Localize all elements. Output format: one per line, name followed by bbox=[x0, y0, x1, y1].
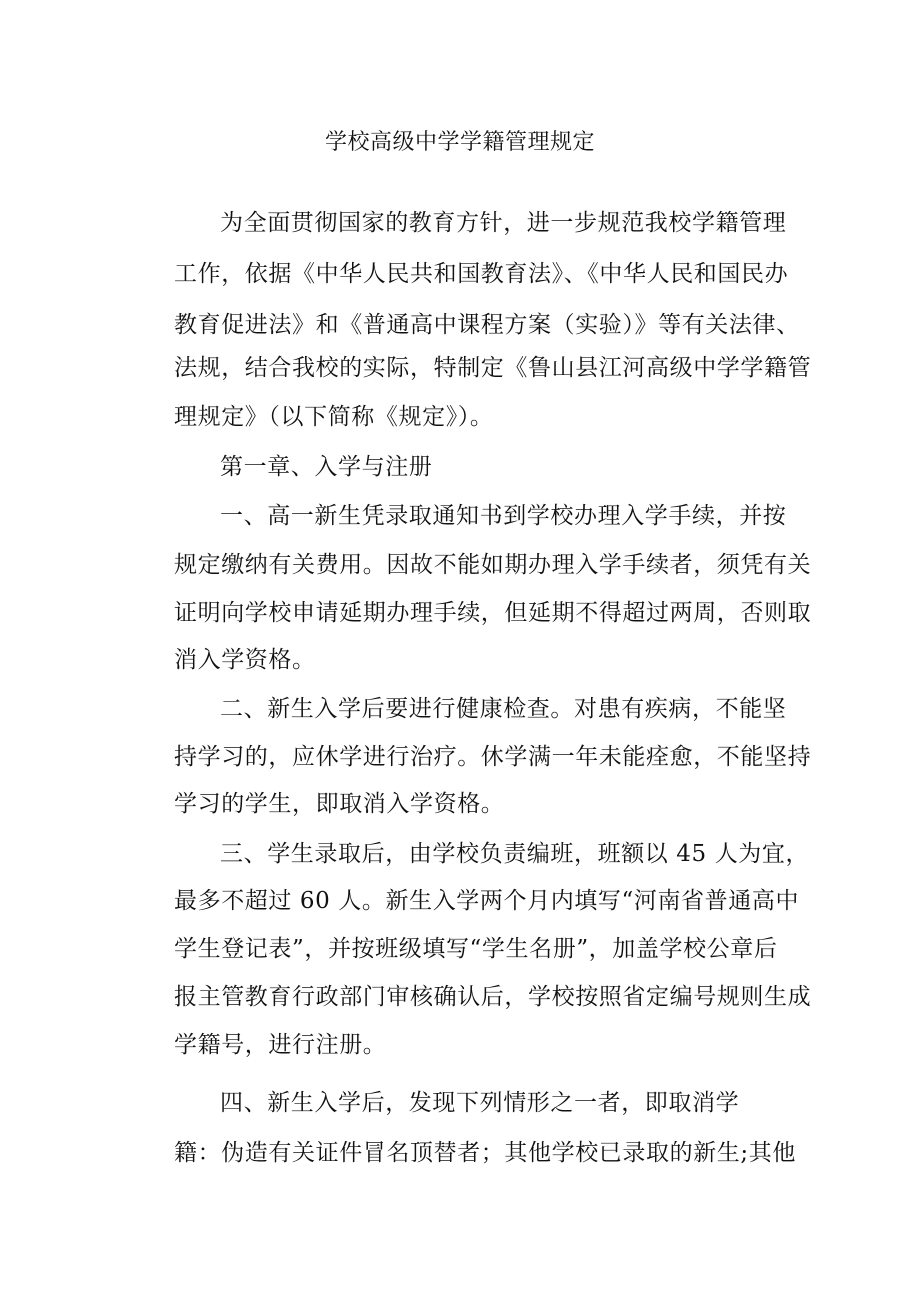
text-line: 报主管教育行政部门审核确认后，学校按照省定编号规则生成 bbox=[174, 984, 812, 1010]
text-line: 消入学资格。 bbox=[174, 647, 316, 673]
text-line: 教育促进法》和《普通高中课程方案（实验）》等有关法律、 bbox=[174, 312, 800, 338]
text-line: 学籍号，进行注册。 bbox=[174, 1032, 387, 1058]
text-line: 一、高一新生凭录取通知书到学校办理入学手续，并按 bbox=[220, 503, 787, 529]
text-line: 理规定》（以下简称《规定》）。 bbox=[174, 404, 494, 430]
text-line: 工作，依据《中华人民共和国教育法》、《中华人民和国民办 bbox=[174, 261, 789, 287]
text-line: 三、学生录取后，由学校负责编班，班额以 45 人为宜， bbox=[220, 841, 810, 867]
text-line: 规定缴纳有关费用。因故不能如期办理入学手续者，须凭有关 bbox=[174, 552, 812, 578]
text-line: 籍：伪造有关证件冒名顶替者；其他学校已录取的新生;其他 bbox=[174, 1140, 796, 1166]
document-title: 学校高级中学学籍管理规定 bbox=[324, 130, 595, 155]
text-line: 最多不超过 60 人。新生入学两个月内填写“河南省普通高中 bbox=[174, 888, 800, 914]
text-line: 为全面贯彻国家的教育方针，进一步规范我校学籍管理 bbox=[220, 210, 787, 236]
text-line: 学习的学生，即取消入学资格。 bbox=[174, 791, 505, 817]
text-line: 四、新生入学后，发现下列情形之一者，即取消学 bbox=[220, 1090, 740, 1116]
text-line: 二、新生入学后要进行健康检查。对患有疾病，不能坚 bbox=[220, 696, 787, 722]
text-line: 证明向学校申请延期办理手续，但延期不得超过两周，否则取 bbox=[174, 600, 812, 626]
text-line: 学生登记表”，并按班级填写“学生名册”，加盖学校公章后 bbox=[174, 936, 778, 962]
text-line: 法规，结合我校的实际，特制定《鲁山县江河高级中学学籍管 bbox=[174, 355, 812, 381]
text-line: 持学习的，应休学进行治疗。休学满一年未能痊愈，不能坚持 bbox=[174, 744, 812, 770]
chapter-heading: 第一章、入学与注册 bbox=[220, 454, 433, 480]
